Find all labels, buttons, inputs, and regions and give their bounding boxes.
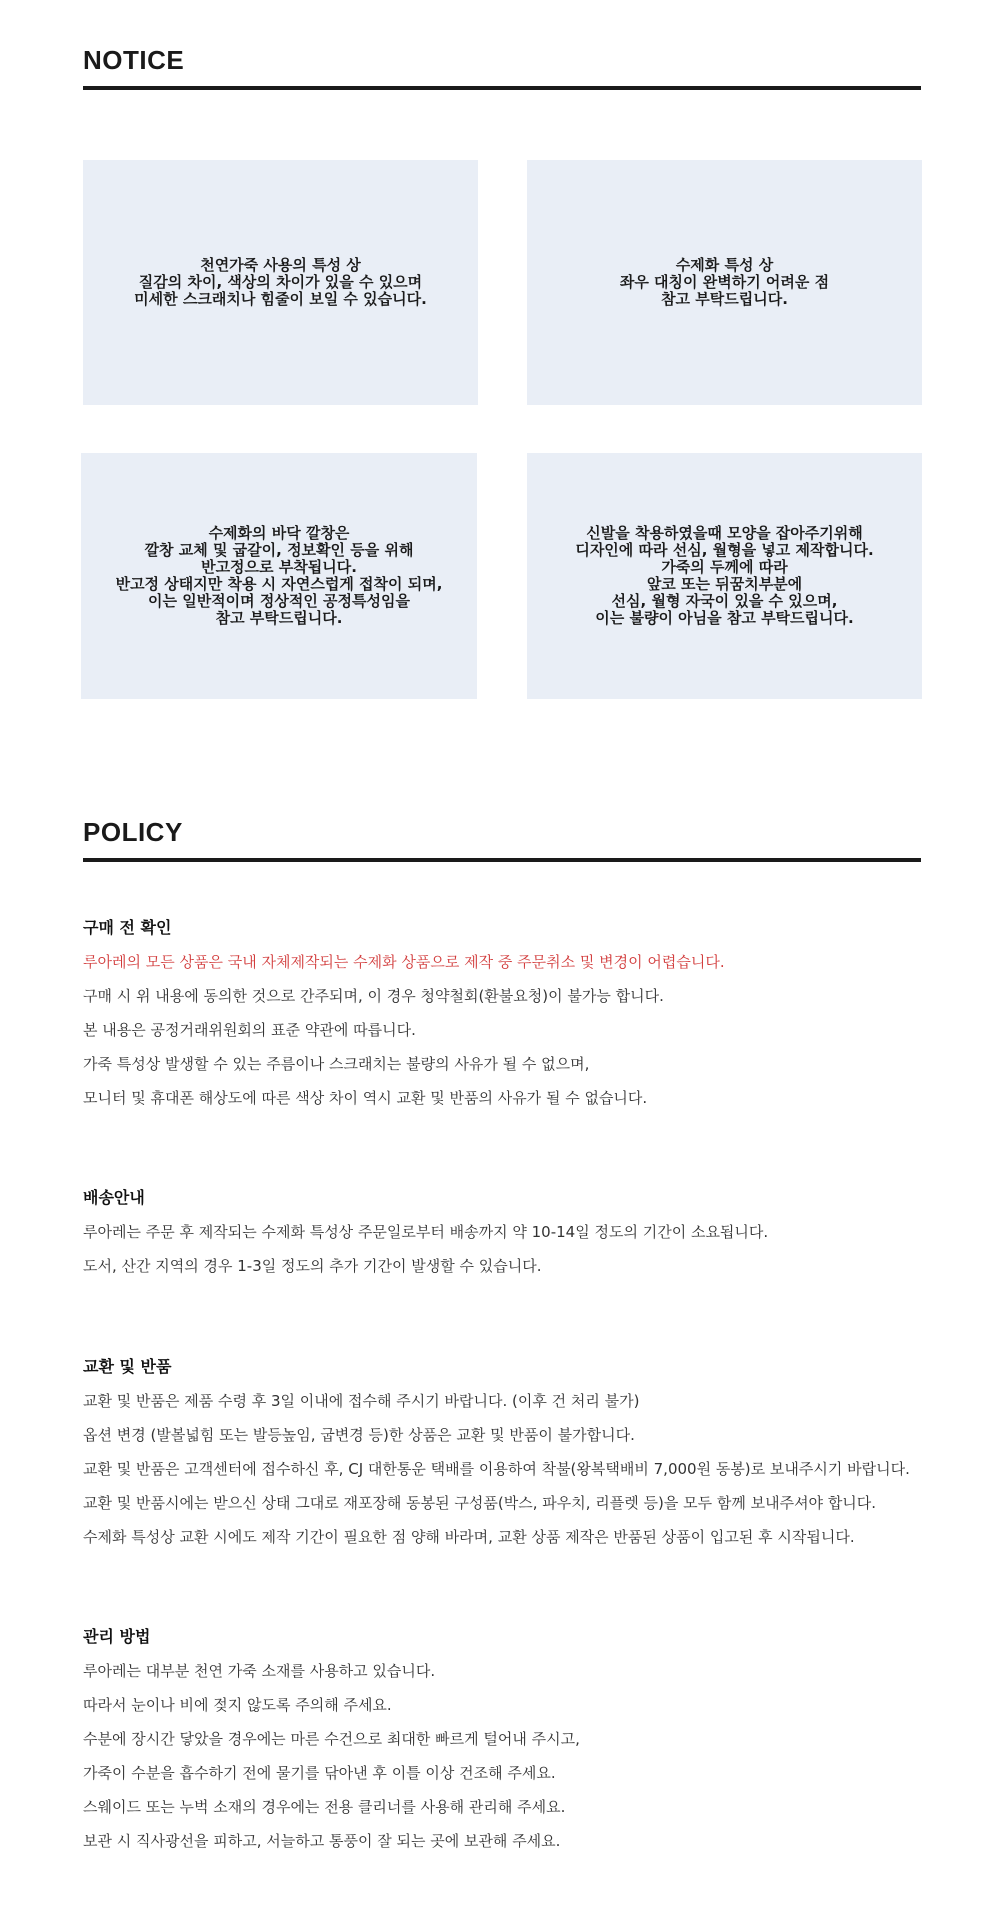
card-text-line: 깔창 교체 및 굽갈이, 정보확인 등을 위해 — [144, 541, 414, 559]
notice-card-insole — [81, 453, 477, 699]
section-heading: 배송안내 — [83, 1188, 145, 1207]
section-heading: 관리 방법 — [83, 1627, 151, 1646]
card-text-line: 디자인에 따라 선심, 월형을 넣고 제작합니다. — [575, 541, 874, 559]
policy-text-line: 옵션 변경 (발볼넓힘 또는 발등높임, 굽변경 등)한 상품은 교환 및 반품이 불가합니다. — [83, 1426, 635, 1444]
card-text-line: 참고 부탁드립니다. — [661, 290, 788, 308]
policy-header — [83, 817, 921, 862]
card-text-line: 선심, 월형 자국이 있을 수 있으며, — [611, 592, 838, 610]
card-text-line: 수제화 특성 상 — [675, 256, 774, 274]
notice-card-leather — [83, 160, 478, 405]
policy-text-line: 도서, 산간 지역의 경우 1-3일 정도의 추가 기간이 발생할 수 있습니다. — [83, 1257, 542, 1275]
card-text-line: 신발을 착용하였을때 모양을 잡아주기위해 — [586, 524, 863, 542]
section-heading: 교환 및 반품 — [83, 1357, 172, 1376]
policy-text-line: 교환 및 반품은 고객센터에 접수하신 후, CJ 대한통운 택배를 이용하여 착불(왕복택배비 7,000원 동봉)로 보내주시기 바랍니다. — [83, 1460, 910, 1478]
policy-section-care — [83, 1620, 943, 1858]
policy-section-purchase — [83, 911, 943, 1115]
policy-text-line: 구매 시 위 내용에 동의한 것으로 간주되며, 이 경우 청약철회(환불요청)이 불가능 합니다. — [83, 987, 664, 1005]
policy-text-line: 모니터 및 휴대폰 해상도에 따른 색상 차이 역시 교환 및 반품의 사유가 될 수 없습니다. — [83, 1089, 648, 1107]
policy-divider — [83, 858, 921, 862]
card-text-line: 반고정 상태지만 착용 시 자연스럽게 접착이 되며, — [115, 575, 443, 593]
policy-text-line: 보관 시 직사광선을 피하고, 서늘하고 통풍이 잘 되는 곳에 보관해 주세요. — [83, 1832, 561, 1850]
card-text-line: 미세한 스크래치나 힘줄이 보일 수 있습니다. — [134, 290, 427, 308]
card-text-line: 가죽의 두께에 따라 — [661, 558, 788, 576]
policy-title: POLICY — [83, 817, 183, 847]
policy-text-line: 따라서 눈이나 비에 젖지 않도록 주의해 주세요. — [83, 1696, 392, 1714]
policy-text-line: 교환 및 반품은 제품 수령 후 3일 이내에 접수해 주시기 바랍니다. (이후 건 처리 불가) — [83, 1392, 640, 1410]
policy-text-line: 수제화 특성상 교환 시에도 제작 기간이 필요한 점 양해 바라며, 교환 상품 제작은 반품된 상품이 입고된 후 시작됩니다. — [83, 1528, 855, 1546]
notice-card-symmetry — [527, 160, 922, 405]
policy-text-line: 본 내용은 공정거래위원회의 표준 약관에 따릅니다. — [83, 1021, 416, 1039]
policy-text-line: 가죽이 수분을 흡수하기 전에 물기를 닦아낸 후 이틀 이상 건조해 주세요. — [83, 1764, 556, 1782]
card-text-line: 질감의 차이, 색상의 차이가 있을 수 있으며 — [138, 273, 423, 291]
notice-title: NOTICE — [83, 45, 185, 75]
policy-text-line: 루아레는 대부분 천연 가죽 소재를 사용하고 있습니다. — [83, 1662, 436, 1680]
card-text-line: 수제화의 바닥 깔창은 — [208, 524, 350, 542]
section-heading: 구매 전 확인 — [83, 918, 172, 937]
notice-divider — [83, 86, 921, 90]
policy-section-returns — [83, 1350, 943, 1554]
card-text-line: 좌우 대칭이 완벽하기 어려운 점 — [619, 273, 830, 291]
highlight-notice: 루아레의 모든 상품은 국내 자체제작되는 수제화 상품으로 제작 중 주문취소 및 변경이 어렵습니다. — [83, 953, 725, 971]
policy-text-line: 스웨이드 또는 누벅 소재의 경우에는 전용 클리너를 사용해 관리해 주세요. — [83, 1798, 566, 1816]
card-text-line: 천연가죽 사용의 특성 상 — [200, 256, 361, 274]
policy-text-line: 가죽 특성상 발생할 수 있는 주름이나 스크래치는 불량의 사유가 될 수 없으며, — [83, 1055, 590, 1073]
card-text-line: 이는 일반적이며 정상적인 공정특성임을 — [148, 592, 410, 610]
policy-text-line: 교환 및 반품시에는 받으신 상태 그대로 재포장해 동봉된 구성품(박스, 파우치, 리플렛 등)을 모두 함께 보내주셔야 합니다. — [83, 1494, 877, 1512]
policy-text-line: 루아레는 주문 후 제작되는 수제화 특성상 주문일로부터 배송까지 약 10-14일 정도의 기간이 소요됩니다. — [83, 1223, 769, 1241]
notice-card-shape — [527, 453, 922, 699]
policy-text-line: 수분에 장시간 닿았을 경우에는 마른 수건으로 최대한 빠르게 털어내 주시고, — [83, 1730, 580, 1748]
card-text-line: 반고정으로 부착됩니다. — [201, 558, 357, 576]
policy-section-shipping — [83, 1181, 943, 1283]
card-text-line: 이는 불량이 아님을 참고 부탁드립니다. — [595, 609, 854, 627]
card-text-line: 앞코 또는 뒤꿈치부분에 — [646, 575, 803, 593]
card-text-line: 참고 부탁드립니다. — [215, 609, 343, 627]
notice-header — [83, 45, 921, 90]
